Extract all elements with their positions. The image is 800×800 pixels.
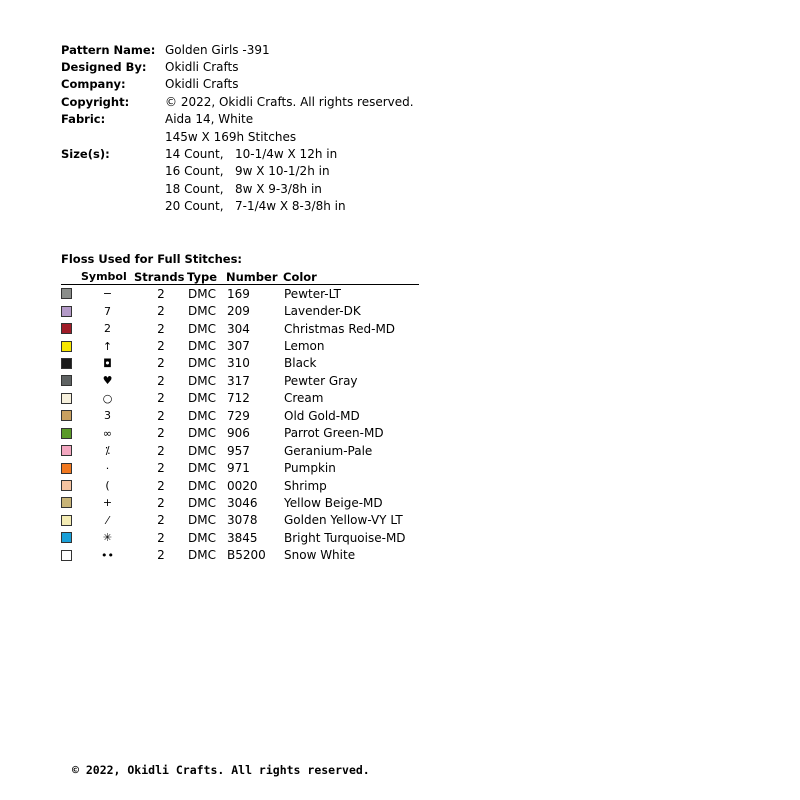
symbol-cell: •• (101, 548, 114, 562)
number-cell: 307 (227, 339, 250, 354)
pattern-info (61, 41, 414, 215)
number-cell: B5200 (227, 548, 266, 563)
color-swatch (61, 393, 72, 404)
color-name-cell: Bright Turquoise-MD (284, 530, 406, 545)
swatch-cell (61, 323, 81, 334)
info-row (61, 198, 414, 215)
floss-title: Floss Used for Full Stitches: (61, 252, 243, 266)
number-cell: 317 (227, 373, 250, 388)
info-label: Copyright: (61, 94, 130, 109)
strands-cell: 2 (157, 356, 165, 371)
info-row (61, 180, 414, 197)
number-header: Number (226, 269, 278, 284)
swatch-cell (61, 341, 81, 352)
color-name-cell: Shrimp (284, 478, 327, 493)
symbol-cell: ⁒ (105, 444, 110, 458)
strands-cell: 2 (157, 478, 165, 493)
floss-row (61, 512, 419, 529)
floss-row (61, 320, 419, 337)
info-row (61, 163, 414, 180)
swatch-cell (61, 306, 81, 317)
swatch-cell (61, 375, 81, 386)
color-name-cell: Parrot Green-MD (284, 426, 384, 441)
type-cell: DMC (188, 356, 216, 371)
number-cell: 3078 (227, 513, 258, 528)
floss-row (61, 425, 419, 442)
swatch-cell (61, 480, 81, 491)
type-cell: DMC (188, 391, 216, 406)
type-cell: DMC (188, 321, 216, 336)
color-name-cell: Black (284, 356, 317, 371)
color-swatch (61, 497, 72, 508)
strands-cell: 2 (157, 408, 165, 423)
strands-cell: 2 (157, 321, 165, 336)
swatch-cell (61, 428, 81, 439)
swatch-cell (61, 445, 81, 456)
info-label: Size(s): (61, 147, 110, 162)
info-value: 14 Count, 10-1/4w X 12h in (165, 147, 338, 162)
type-cell: DMC (188, 443, 216, 458)
symbol-cell: ( (105, 479, 110, 493)
swatch-cell (61, 358, 81, 369)
type-cell: DMC (188, 495, 216, 510)
info-value: 18 Count, 8w X 9-3/8h in (165, 181, 322, 196)
info-label: Company: (61, 77, 126, 92)
info-row (61, 111, 414, 128)
number-cell: 3845 (227, 530, 258, 545)
floss-row (61, 547, 419, 564)
info-label: Designed By: (61, 60, 147, 75)
swatch-cell (61, 393, 81, 404)
number-cell: 957 (227, 443, 250, 458)
symbol-cell: + (102, 496, 113, 510)
symbol-cell: 7 (104, 304, 111, 318)
footer-copyright: © 2022, Okidli Crafts. All rights reserved. (72, 763, 370, 777)
color-swatch (61, 288, 72, 299)
symbol-cell: ♥ (102, 374, 113, 388)
floss-row (61, 407, 419, 424)
color-swatch (61, 323, 72, 334)
floss-row (61, 302, 419, 319)
strands-cell: 2 (157, 513, 165, 528)
number-cell: 209 (227, 304, 250, 319)
color-swatch (61, 410, 72, 421)
symbol-cell: ◘ (103, 356, 112, 370)
color-name-cell: Yellow Beige-MD (284, 495, 383, 510)
floss-row (61, 529, 419, 546)
color-header: Color (283, 269, 317, 284)
color-name-cell: Golden Yellow-VY LT (284, 513, 403, 528)
floss-row (61, 494, 419, 511)
swatch-cell (61, 288, 81, 299)
type-cell: DMC (188, 548, 216, 563)
color-name-cell: Pewter Gray (284, 373, 358, 388)
strands-cell: 2 (157, 304, 165, 319)
symbol-header: Symbol (81, 270, 127, 283)
type-header: Type (187, 269, 218, 284)
symbol-cell: ∞ (102, 426, 113, 440)
type-cell: DMC (188, 408, 216, 423)
symbol-cell: ⁄ (106, 513, 109, 527)
type-cell: DMC (188, 478, 216, 493)
color-swatch (61, 341, 72, 352)
info-value: Golden Girls -391 (165, 42, 270, 57)
symbol-cell: ↑ (102, 339, 113, 353)
floss-row (61, 372, 419, 389)
type-cell: DMC (188, 513, 216, 528)
info-value: © 2022, Okidli Crafts. All rights reserved. (165, 94, 414, 109)
color-name-cell: Geranium-Pale (284, 443, 373, 458)
info-value: 16 Count, 9w X 10-1/2h in (165, 164, 330, 179)
color-swatch (61, 445, 72, 456)
symbol-cell: − (102, 287, 113, 301)
color-swatch (61, 306, 72, 317)
number-cell: 169 (227, 286, 250, 301)
symbol-cell: ✳ (102, 531, 113, 545)
info-label: Pattern Name: (61, 42, 156, 57)
color-name-cell: Christmas Red-MD (284, 321, 396, 336)
color-name-cell: Pewter-LT (284, 286, 341, 301)
color-swatch (61, 480, 72, 491)
number-cell: 729 (227, 408, 250, 423)
strands-cell: 2 (157, 530, 165, 545)
info-row (61, 93, 414, 110)
type-cell: DMC (188, 461, 216, 476)
info-row (61, 58, 414, 75)
symbol-cell: ○ (102, 391, 113, 405)
number-cell: 304 (227, 321, 250, 336)
floss-row (61, 477, 419, 494)
floss-row (61, 355, 419, 372)
info-row (61, 76, 414, 93)
info-value: Okidli Crafts (165, 60, 239, 75)
number-cell: 310 (227, 356, 250, 371)
number-cell: 712 (227, 391, 250, 406)
floss-row (61, 390, 419, 407)
color-swatch (61, 515, 72, 526)
swatch-cell (61, 550, 81, 561)
strands-cell: 2 (157, 391, 165, 406)
floss-row (61, 459, 419, 476)
strands-cell: 2 (157, 426, 165, 441)
color-swatch (61, 428, 72, 439)
info-label: Fabric: (61, 112, 106, 127)
floss-row (61, 285, 419, 302)
info-value: 20 Count, 7-1/4w X 8-3/8h in (165, 199, 346, 214)
color-name-cell: Lavender-DK (284, 304, 361, 319)
color-name-cell: Cream (284, 391, 324, 406)
info-value: 145w X 169h Stitches (165, 129, 297, 144)
color-swatch (61, 463, 72, 474)
type-cell: DMC (188, 530, 216, 545)
color-name-cell: Snow White (284, 548, 356, 563)
floss-header-row (61, 269, 419, 285)
strands-cell: 2 (157, 495, 165, 510)
floss-table (61, 269, 419, 564)
color-swatch (61, 375, 72, 386)
color-swatch (61, 532, 72, 543)
swatch-cell (61, 463, 81, 474)
strands-cell: 2 (157, 339, 165, 354)
color-swatch (61, 550, 72, 561)
color-name-cell: Pumpkin (284, 461, 336, 476)
swatch-cell (61, 532, 81, 543)
strands-cell: 2 (157, 461, 165, 476)
symbol-cell: 3 (104, 409, 111, 423)
strands-cell: 2 (157, 443, 165, 458)
strands-cell: 2 (157, 286, 165, 301)
number-cell: 906 (227, 426, 250, 441)
color-name-cell: Old Gold-MD (284, 408, 360, 423)
type-cell: DMC (188, 304, 216, 319)
info-row (61, 145, 414, 162)
swatch-cell (61, 497, 81, 508)
type-cell: DMC (188, 373, 216, 388)
number-cell: 0020 (227, 478, 258, 493)
floss-row (61, 337, 419, 354)
info-row (61, 128, 414, 145)
floss-row (61, 442, 419, 459)
info-row (61, 41, 414, 58)
type-cell: DMC (188, 339, 216, 354)
info-value: Aida 14, White (165, 112, 254, 127)
info-value: Okidli Crafts (165, 77, 239, 92)
type-cell: DMC (188, 426, 216, 441)
floss-rows (61, 285, 419, 564)
symbol-cell: · (105, 461, 110, 475)
type-cell: DMC (188, 286, 216, 301)
number-cell: 971 (227, 461, 250, 476)
strands-header: Strands (134, 269, 185, 284)
color-name-cell: Lemon (284, 339, 325, 354)
symbol-cell: 2 (104, 322, 111, 336)
swatch-cell (61, 515, 81, 526)
color-swatch (61, 358, 72, 369)
swatch-cell (61, 410, 81, 421)
strands-cell: 2 (157, 373, 165, 388)
strands-cell: 2 (157, 548, 165, 563)
number-cell: 3046 (227, 495, 258, 510)
